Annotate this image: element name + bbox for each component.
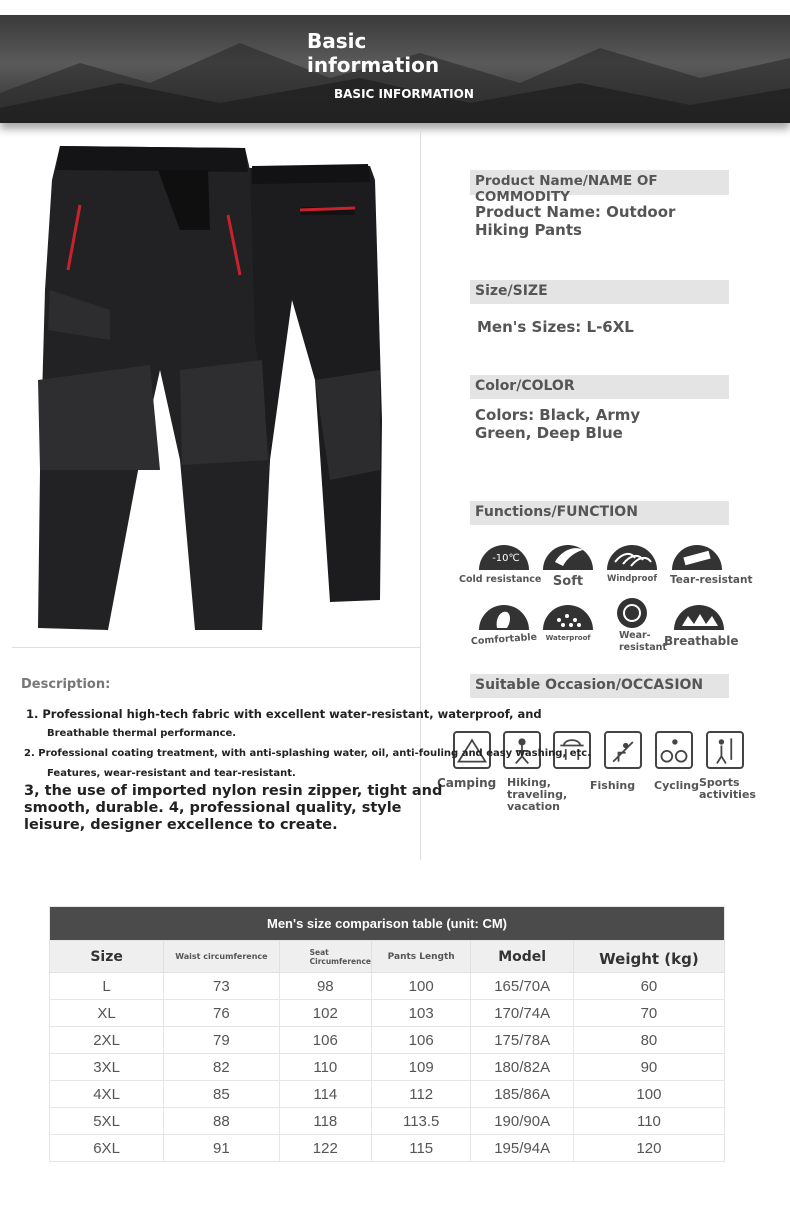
table-cell: 106 [279,1027,371,1054]
function-tear-resistant [662,540,753,586]
table-cell: 109 [372,1054,471,1081]
col-waist: Waist circumference [164,941,279,973]
table-cell: 112 [372,1081,471,1108]
breathable-icon [672,600,726,632]
col-length: Pants Length [372,941,471,973]
col-model: Model [471,941,574,973]
description-line-2b: Features, wear-resistant and tear-resistant. [47,768,296,779]
product-image-pants [30,140,400,640]
table-cell: 100 [573,1081,724,1108]
table-cell: 103 [372,1000,471,1027]
table-cell: 91 [164,1135,279,1162]
table-cell: 4XL [50,1081,164,1108]
table-cell: 79 [164,1027,279,1054]
table-cell: L [50,973,164,1000]
table-cell: 100 [372,973,471,1000]
description-title: Description: [21,677,111,692]
function-breathable [664,600,739,648]
function-label: Windproof [606,574,658,584]
table-row [50,1135,725,1162]
table-row [50,973,725,1000]
table-cell: 190/90A [471,1108,574,1135]
function-label: Waterproof [545,634,591,642]
table-cell: 110 [279,1054,371,1081]
function-waterproof [533,600,603,642]
table-cell: 98 [279,973,371,1000]
description-line-1b: Breathable thermal performance. [47,728,237,739]
comfort-icon [477,600,531,632]
table-header-row [50,941,725,973]
product-name-text: Product Name: Outdoor Hiking Pants [475,203,676,239]
divider-horizontal [12,647,420,648]
size-comparison-table [49,906,725,1162]
occasion-heading: Suitable Occasion/OCCASION [470,674,729,698]
svg-text:-10℃: -10℃ [492,553,520,564]
table-cell: 170/74A [471,1000,574,1027]
function-comfortable [469,600,539,648]
wind-icon [605,540,659,572]
function-label: Wear-resistant [619,630,667,653]
col-size: Size [50,941,164,973]
table-cell: 76 [164,1000,279,1027]
table-cell: 2XL [50,1027,164,1054]
table-cell: 6XL [50,1135,164,1162]
occasion-cycling: Cycling [644,731,704,769]
table-cell: 5XL [50,1108,164,1135]
table-cell: XL [50,1000,164,1027]
table-cell: 80 [573,1027,724,1054]
col-weight: Weight (kg) [573,941,724,973]
occasion-sports: Sports activities [695,731,755,769]
table-cell: 70 [573,1000,724,1027]
table-cell: 114 [279,1081,371,1108]
table-cell: 180/82A [471,1054,574,1081]
header-banner [0,15,790,123]
table-cell: 118 [279,1108,371,1135]
water-drops-icon [541,600,595,632]
table-cell: 106 [372,1027,471,1054]
table-cell: 195/94A [471,1135,574,1162]
table-row [50,1000,725,1027]
table-row [50,1027,725,1054]
table-cell: 102 [279,1000,371,1027]
table-cell: 73 [164,973,279,1000]
function-label: Tear-resistant [670,574,753,586]
banner-subtitle: BASIC INFORMATION [334,87,474,101]
table-cell: 185/86A [471,1081,574,1108]
table-cell: 122 [279,1135,371,1162]
functions-heading: Functions/FUNCTION [470,501,729,525]
table-row [50,1054,725,1081]
table-row [50,1108,725,1135]
size-heading: Size/SIZE [470,280,729,304]
description-line-3: 3, the use of imported nylon resin zipper, tight and smooth, durable. 4, professional quality, style leisure, designer excellence to create. [24,783,443,833]
table-cell: 165/70A [471,973,574,1000]
banner-title: Basic information [307,29,440,77]
wear-icon [605,596,659,628]
function-label: Soft [552,574,584,589]
climbing-icon [604,731,642,769]
table-cell: 120 [573,1135,724,1162]
product-name-heading: Product Name/NAME OF COMMODITY [470,170,729,195]
occasion-camping: Camping [442,731,502,769]
table-cell: 3XL [50,1054,164,1081]
color-heading: Color/COLOR [470,375,729,399]
col-seat: Seat Circumference [279,941,371,973]
function-label: Breathable [664,634,739,648]
size-text: Men's Sizes: L-6XL [477,318,634,336]
function-label: Cold resistance [459,574,542,585]
table-cell: 90 [573,1054,724,1081]
color-text: Colors: Black, Army Green, Deep Blue [475,406,641,442]
cold-resistance-icon [477,540,531,572]
table-cell: 85 [164,1081,279,1108]
table-cell: 175/78A [471,1027,574,1054]
table-caption: Men's size comparison table (unit: CM) [50,907,725,941]
golf-icon [706,731,744,769]
cycling-icon [655,731,693,769]
function-cold-resistance [459,540,542,585]
feather-icon [541,540,595,572]
table-cell: 110 [573,1108,724,1135]
description-line-2: 2. Professional coating treatment, with anti-splashing water, oil, anti-fouling and easy washing, etc. [24,748,592,759]
table-body [50,973,725,1162]
table-cell: 82 [164,1054,279,1081]
function-wear-resistant [597,596,667,654]
function-soft [533,540,603,589]
tear-icon [670,540,724,572]
table-cell: 115 [372,1135,471,1162]
occasion-fishing: Fishing [542,731,602,769]
occasion-hiking: Hiking, traveling, vacation [492,731,552,769]
description-line-1: 1. Professional high-tech fabric with excellent water-resistant, waterproof, and [26,707,542,721]
table-cell: 113.5 [372,1108,471,1135]
table-cell: 88 [164,1108,279,1135]
function-label: Comfortable [470,631,538,648]
table-cell: 60 [573,973,724,1000]
function-windproof [597,540,667,584]
table-row [50,1081,725,1108]
